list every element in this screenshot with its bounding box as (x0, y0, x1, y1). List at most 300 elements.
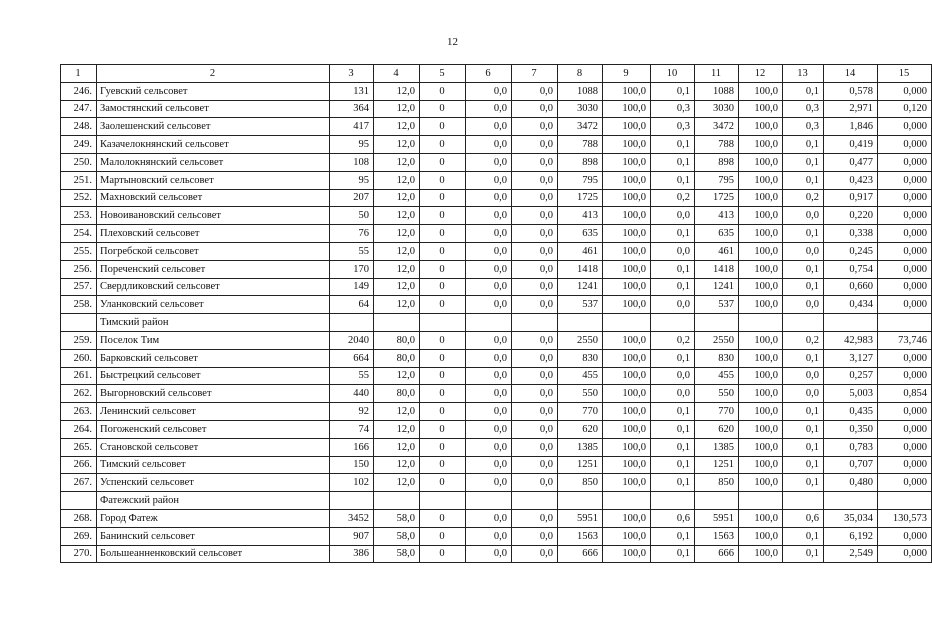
value-cell: 0 (420, 136, 466, 154)
row-number: 260. (61, 349, 97, 367)
settlement-name: Тимский сельсовет (97, 456, 330, 474)
value-cell: 100,0 (739, 171, 783, 189)
table-row (61, 527, 932, 545)
value-cell: 0,1 (651, 403, 695, 421)
value-cell: 0,0 (466, 509, 512, 527)
table-body (61, 65, 932, 563)
column-header: 12 (739, 65, 783, 83)
column-header: 6 (466, 65, 512, 83)
value-cell: 12,0 (374, 296, 420, 314)
value-cell: 100,0 (739, 278, 783, 296)
row-number: 264. (61, 420, 97, 438)
value-cell: 0,1 (651, 474, 695, 492)
value-cell: 0,000 (878, 171, 932, 189)
value-cell: 100,0 (739, 545, 783, 563)
value-cell: 1385 (558, 438, 603, 456)
value-cell: 12,0 (374, 82, 420, 100)
value-cell: 0,1 (651, 456, 695, 474)
value-cell: 0,1 (651, 82, 695, 100)
value-cell: 100,0 (739, 153, 783, 171)
value-cell: 635 (695, 225, 739, 243)
value-cell: 100,0 (603, 456, 651, 474)
section-blank-cell (824, 492, 878, 510)
row-number: 248. (61, 118, 97, 136)
value-cell: 0,0 (466, 456, 512, 474)
value-cell: 0 (420, 278, 466, 296)
value-cell: 0,120 (878, 100, 932, 118)
section-blank-cell (466, 492, 512, 510)
value-cell: 0,434 (824, 296, 878, 314)
value-cell: 100,0 (603, 207, 651, 225)
settlement-name: Ленинский сельсовет (97, 403, 330, 421)
value-cell: 550 (695, 385, 739, 403)
table-row (61, 100, 932, 118)
settlement-name: Заолешенский сельсовет (97, 118, 330, 136)
value-cell: 100,0 (603, 349, 651, 367)
value-cell: 0,000 (878, 456, 932, 474)
section-blank-cell (330, 492, 374, 510)
section-blank-cell (603, 314, 651, 332)
table-row (61, 260, 932, 278)
value-cell: 0,3 (651, 118, 695, 136)
table-row (61, 403, 932, 421)
section-blank-cell (739, 314, 783, 332)
value-cell: 100,0 (739, 349, 783, 367)
value-cell: 0,220 (824, 207, 878, 225)
value-cell: 0,2 (783, 331, 824, 349)
value-cell: 386 (330, 545, 374, 563)
value-cell: 12,0 (374, 153, 420, 171)
section-blank-cell (466, 314, 512, 332)
value-cell: 0,0 (466, 153, 512, 171)
value-cell: 0,1 (651, 545, 695, 563)
table-row (61, 136, 932, 154)
value-cell: 100,0 (603, 136, 651, 154)
column-header: 2 (97, 65, 330, 83)
data-table (60, 64, 932, 563)
value-cell: 0 (420, 207, 466, 225)
settlement-name: Плеховский сельсовет (97, 225, 330, 243)
value-cell: 58,0 (374, 509, 420, 527)
settlement-name: Новоивановский сельсовет (97, 207, 330, 225)
value-cell: 100,0 (603, 189, 651, 207)
value-cell: 0 (420, 189, 466, 207)
value-cell: 0,0 (512, 438, 558, 456)
value-cell: 12,0 (374, 474, 420, 492)
value-cell: 166 (330, 438, 374, 456)
value-cell: 100,0 (739, 474, 783, 492)
value-cell: 0,1 (783, 278, 824, 296)
value-cell: 3,127 (824, 349, 878, 367)
value-cell: 0,1 (783, 260, 824, 278)
value-cell: 0 (420, 403, 466, 421)
section-blank-cell (651, 492, 695, 510)
settlement-name: Поселок Тим (97, 331, 330, 349)
value-cell: 0,0 (466, 189, 512, 207)
row-number: 270. (61, 545, 97, 563)
value-cell: 455 (558, 367, 603, 385)
section-blank-cell (374, 492, 420, 510)
column-header: 5 (420, 65, 466, 83)
value-cell: 100,0 (739, 456, 783, 474)
value-cell: 12,0 (374, 118, 420, 136)
settlement-name: Мартыновский сельсовет (97, 171, 330, 189)
table-row (61, 153, 932, 171)
value-cell: 1241 (695, 278, 739, 296)
row-number: 246. (61, 82, 97, 100)
settlement-name: Малолокнянский сельсовет (97, 153, 330, 171)
value-cell: 100,0 (739, 296, 783, 314)
value-cell: 0,0 (512, 367, 558, 385)
value-cell: 1088 (558, 82, 603, 100)
row-number: 251. (61, 171, 97, 189)
value-cell: 0,0 (466, 207, 512, 225)
value-cell: 0,0 (466, 545, 512, 563)
value-cell: 100,0 (739, 189, 783, 207)
value-cell: 898 (695, 153, 739, 171)
value-cell: 413 (558, 207, 603, 225)
value-cell: 12,0 (374, 242, 420, 260)
value-cell: 100,0 (603, 474, 651, 492)
value-cell: 0,1 (651, 349, 695, 367)
value-cell: 0,3 (651, 100, 695, 118)
value-cell: 12,0 (374, 225, 420, 243)
value-cell: 0 (420, 438, 466, 456)
value-cell: 100,0 (739, 207, 783, 225)
value-cell: 0 (420, 474, 466, 492)
value-cell: 0,000 (878, 189, 932, 207)
value-cell: 74 (330, 420, 374, 438)
value-cell: 12,0 (374, 278, 420, 296)
value-cell: 0,0 (512, 278, 558, 296)
table-row (61, 474, 932, 492)
value-cell: 0,1 (651, 153, 695, 171)
value-cell: 0 (420, 153, 466, 171)
value-cell: 455 (695, 367, 739, 385)
value-cell: 0,6 (651, 509, 695, 527)
value-cell: 461 (695, 242, 739, 260)
value-cell: 0,000 (878, 225, 932, 243)
row-number: 252. (61, 189, 97, 207)
table-row (61, 296, 932, 314)
value-cell: 12,0 (374, 420, 420, 438)
value-cell: 95 (330, 171, 374, 189)
value-cell: 58,0 (374, 545, 420, 563)
section-blank-cell (695, 492, 739, 510)
value-cell: 2,971 (824, 100, 878, 118)
value-cell: 0,1 (783, 82, 824, 100)
value-cell: 0,0 (651, 385, 695, 403)
section-blank-cell (878, 492, 932, 510)
value-cell: 0,0 (512, 331, 558, 349)
value-cell: 0,1 (651, 438, 695, 456)
section-blank-cell (739, 492, 783, 510)
section-blank-cell (783, 314, 824, 332)
value-cell: 0,0 (466, 278, 512, 296)
value-cell: 100,0 (603, 331, 651, 349)
column-header: 8 (558, 65, 603, 83)
value-cell: 0,1 (651, 527, 695, 545)
value-cell: 80,0 (374, 331, 420, 349)
value-cell: 0,0 (512, 118, 558, 136)
value-cell: 770 (558, 403, 603, 421)
value-cell: 0 (420, 420, 466, 438)
value-cell: 0 (420, 527, 466, 545)
value-cell: 830 (695, 349, 739, 367)
table-row (61, 509, 932, 527)
value-cell: 3472 (695, 118, 739, 136)
value-cell: 100,0 (603, 367, 651, 385)
section-title: Фатежский район (97, 492, 330, 510)
value-cell: 0,419 (824, 136, 878, 154)
value-cell: 100,0 (603, 438, 651, 456)
value-cell: 1,846 (824, 118, 878, 136)
value-cell: 0,0 (512, 171, 558, 189)
settlement-name: Погребской сельсовет (97, 242, 330, 260)
value-cell: 0,0 (466, 474, 512, 492)
value-cell: 0,480 (824, 474, 878, 492)
value-cell: 0,2 (651, 189, 695, 207)
section-blank-cell (512, 492, 558, 510)
settlement-name: Замостянский сельсовет (97, 100, 330, 118)
row-number: 267. (61, 474, 97, 492)
value-cell: 0 (420, 225, 466, 243)
table-row (61, 456, 932, 474)
table-row (61, 385, 932, 403)
settlement-name: Барковский сельсовет (97, 349, 330, 367)
value-cell: 1418 (558, 260, 603, 278)
value-cell: 64 (330, 296, 374, 314)
value-cell: 0 (420, 456, 466, 474)
value-cell: 0,0 (512, 260, 558, 278)
value-cell: 0,0 (466, 403, 512, 421)
page-number: 12 (447, 36, 458, 48)
value-cell: 0,0 (466, 349, 512, 367)
row-number: 266. (61, 456, 97, 474)
settlement-name: Казачелокнянский сельсовет (97, 136, 330, 154)
value-cell: 0,0 (512, 474, 558, 492)
value-cell: 0,257 (824, 367, 878, 385)
value-cell: 0 (420, 367, 466, 385)
value-cell: 35,034 (824, 509, 878, 527)
table-row (61, 82, 932, 100)
row-number: 255. (61, 242, 97, 260)
value-cell: 3472 (558, 118, 603, 136)
value-cell: 100,0 (603, 118, 651, 136)
section-blank-cell (420, 314, 466, 332)
value-cell: 0,754 (824, 260, 878, 278)
row-number: 262. (61, 385, 97, 403)
column-header: 9 (603, 65, 651, 83)
value-cell: 100,0 (739, 527, 783, 545)
value-cell: 0,000 (878, 403, 932, 421)
value-cell: 0,660 (824, 278, 878, 296)
value-cell: 0,3 (783, 100, 824, 118)
value-cell: 130,573 (878, 509, 932, 527)
section-blank-cell (783, 492, 824, 510)
settlement-name: Большеанненковский сельсовет (97, 545, 330, 563)
value-cell: 100,0 (603, 153, 651, 171)
value-cell: 0,245 (824, 242, 878, 260)
value-cell: 0,1 (783, 527, 824, 545)
value-cell: 100,0 (739, 403, 783, 421)
value-cell: 0,3 (783, 118, 824, 136)
value-cell: 0,0 (466, 82, 512, 100)
row-number: 253. (61, 207, 97, 225)
value-cell: 0,0 (466, 385, 512, 403)
row-number: 263. (61, 403, 97, 421)
value-cell: 100,0 (603, 278, 651, 296)
value-cell: 0,0 (651, 242, 695, 260)
value-cell: 0,1 (651, 278, 695, 296)
table-row (61, 420, 932, 438)
value-cell: 440 (330, 385, 374, 403)
value-cell: 0,423 (824, 171, 878, 189)
value-cell: 898 (558, 153, 603, 171)
section-blank-cell (651, 314, 695, 332)
table-row (61, 278, 932, 296)
value-cell: 73,746 (878, 331, 932, 349)
value-cell: 0,1 (651, 136, 695, 154)
value-cell: 0 (420, 349, 466, 367)
value-cell: 0,0 (466, 331, 512, 349)
value-cell: 417 (330, 118, 374, 136)
value-cell: 95 (330, 136, 374, 154)
value-cell: 0,435 (824, 403, 878, 421)
value-cell: 0,0 (512, 189, 558, 207)
settlement-name: Банинский сельсовет (97, 527, 330, 545)
value-cell: 131 (330, 82, 374, 100)
value-cell: 100,0 (603, 171, 651, 189)
row-number: 269. (61, 527, 97, 545)
value-cell: 0,0 (512, 225, 558, 243)
value-cell: 0,0 (466, 225, 512, 243)
section-blank-cell (330, 314, 374, 332)
value-cell: 6,192 (824, 527, 878, 545)
value-cell: 0,1 (783, 403, 824, 421)
value-cell: 666 (695, 545, 739, 563)
value-cell: 3452 (330, 509, 374, 527)
value-cell: 850 (558, 474, 603, 492)
value-cell: 795 (558, 171, 603, 189)
table-row (61, 438, 932, 456)
value-cell: 0 (420, 260, 466, 278)
row-number: 256. (61, 260, 97, 278)
value-cell: 0,0 (466, 136, 512, 154)
table-row (61, 118, 932, 136)
value-cell: 100,0 (739, 385, 783, 403)
value-cell: 0,338 (824, 225, 878, 243)
value-cell: 770 (695, 403, 739, 421)
value-cell: 0,0 (783, 242, 824, 260)
value-cell: 100,0 (603, 509, 651, 527)
settlement-name: Гуевский сельсовет (97, 82, 330, 100)
value-cell: 550 (558, 385, 603, 403)
value-cell: 0,0 (512, 403, 558, 421)
value-cell: 12,0 (374, 403, 420, 421)
value-cell: 620 (695, 420, 739, 438)
row-number: 249. (61, 136, 97, 154)
value-cell: 100,0 (603, 100, 651, 118)
value-cell: 0 (420, 171, 466, 189)
value-cell: 100,0 (603, 527, 651, 545)
value-cell: 12,0 (374, 207, 420, 225)
section-blank-cell (558, 492, 603, 510)
value-cell: 0 (420, 242, 466, 260)
row-number: 261. (61, 367, 97, 385)
value-cell: 0,917 (824, 189, 878, 207)
row-number: 268. (61, 509, 97, 527)
value-cell: 1563 (558, 527, 603, 545)
value-cell: 0,0 (512, 385, 558, 403)
value-cell: 0,0 (466, 118, 512, 136)
section-blank-cell (374, 314, 420, 332)
row-number: 257. (61, 278, 97, 296)
value-cell: 100,0 (603, 242, 651, 260)
value-cell: 0,0 (512, 509, 558, 527)
value-cell: 76 (330, 225, 374, 243)
section-blank-cell (61, 492, 97, 510)
value-cell: 5951 (558, 509, 603, 527)
value-cell: 0,0 (512, 100, 558, 118)
value-cell: 0 (420, 509, 466, 527)
section-blank-cell (603, 492, 651, 510)
value-cell: 413 (695, 207, 739, 225)
value-cell: 0,0 (466, 527, 512, 545)
value-cell: 12,0 (374, 367, 420, 385)
value-cell: 907 (330, 527, 374, 545)
value-cell: 0,707 (824, 456, 878, 474)
value-cell: 0,0 (512, 242, 558, 260)
settlement-name: Махновский сельсовет (97, 189, 330, 207)
value-cell: 100,0 (739, 367, 783, 385)
value-cell: 0,0 (466, 296, 512, 314)
value-cell: 149 (330, 278, 374, 296)
value-cell: 0,000 (878, 438, 932, 456)
value-cell: 0,1 (651, 171, 695, 189)
value-cell: 0,1 (651, 420, 695, 438)
section-row (61, 492, 932, 510)
section-blank-cell (878, 314, 932, 332)
column-header: 7 (512, 65, 558, 83)
value-cell: 5951 (695, 509, 739, 527)
value-cell: 0,000 (878, 527, 932, 545)
value-cell: 0,000 (878, 136, 932, 154)
column-header: 11 (695, 65, 739, 83)
value-cell: 1385 (695, 438, 739, 456)
column-header: 10 (651, 65, 695, 83)
value-cell: 0,000 (878, 278, 932, 296)
value-cell: 12,0 (374, 100, 420, 118)
value-cell: 100,0 (739, 225, 783, 243)
settlement-name: Свердликовский сельсовет (97, 278, 330, 296)
table-row (61, 367, 932, 385)
value-cell: 0,6 (783, 509, 824, 527)
value-cell: 0,1 (783, 474, 824, 492)
settlement-name: Становской сельсовет (97, 438, 330, 456)
row-number: 258. (61, 296, 97, 314)
value-cell: 2550 (558, 331, 603, 349)
value-cell: 150 (330, 456, 374, 474)
value-cell: 0,1 (783, 420, 824, 438)
value-cell: 100,0 (603, 260, 651, 278)
value-cell: 0 (420, 331, 466, 349)
value-cell: 5,003 (824, 385, 878, 403)
value-cell: 0,0 (466, 438, 512, 456)
value-cell: 0,000 (878, 260, 932, 278)
value-cell: 100,0 (603, 82, 651, 100)
value-cell: 0,0 (466, 420, 512, 438)
